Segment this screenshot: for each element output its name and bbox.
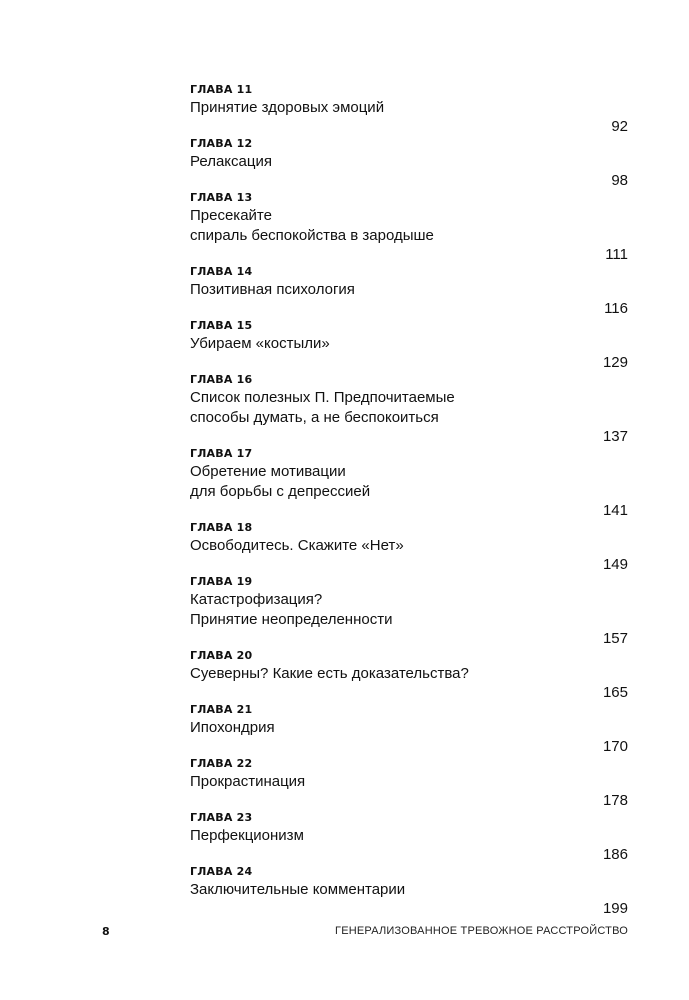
chapter-label: ГЛАВА 21 bbox=[190, 703, 253, 716]
chapter-label: ГЛАВА 17 bbox=[190, 447, 253, 460]
chapter-page-number: 129 bbox=[602, 354, 628, 371]
toc-entry bbox=[190, 575, 628, 649]
chapter-page-number: 92 bbox=[611, 118, 628, 135]
toc-entry bbox=[190, 757, 628, 811]
chapter-title-line: Убираем «костыли» bbox=[190, 335, 330, 352]
chapter-title-line: Прокрастинация bbox=[190, 773, 306, 790]
chapter-title-line: Перфекционизм bbox=[190, 827, 304, 844]
chapter-title-line: Принятие здоровых эмоций bbox=[190, 99, 385, 116]
chapter-label: ГЛАВА 22 bbox=[190, 757, 253, 770]
chapter-title-line: способы думать, а не беспокоиться bbox=[190, 409, 439, 426]
toc-entry bbox=[190, 447, 628, 521]
chapter-title bbox=[190, 536, 580, 556]
chapter-page-number: 149 bbox=[602, 556, 628, 573]
chapter-title bbox=[190, 826, 580, 846]
chapter-title-line: Освободитесь. Скажите «Нет» bbox=[190, 537, 404, 554]
chapter-label: ГЛАВА 19 bbox=[190, 575, 253, 588]
page-number: 8 bbox=[102, 925, 110, 938]
chapter-title bbox=[190, 664, 580, 684]
chapter-title-line: Пресекайте bbox=[190, 207, 272, 224]
toc-entry bbox=[190, 137, 628, 191]
toc-entry bbox=[190, 265, 628, 319]
chapter-page-number: 111 bbox=[605, 246, 628, 263]
chapter-page-number: 137 bbox=[602, 428, 628, 445]
chapter-page-number: 165 bbox=[602, 684, 628, 701]
chapter-title bbox=[190, 462, 580, 502]
chapter-title bbox=[190, 206, 580, 246]
chapter-title-line: Обретение мотивации bbox=[190, 463, 346, 480]
chapter-title bbox=[190, 718, 580, 738]
toc-entry bbox=[190, 811, 628, 865]
chapter-title-line: Ипохондрия bbox=[190, 719, 275, 736]
chapter-label: ГЛАВА 18 bbox=[190, 521, 253, 534]
chapter-title bbox=[190, 388, 580, 428]
chapter-page-number: 199 bbox=[602, 900, 628, 917]
chapter-page-number: 98 bbox=[611, 172, 628, 189]
toc-entry bbox=[190, 373, 628, 447]
chapter-label: ГЛАВА 11 bbox=[190, 83, 253, 96]
chapter-title-line: для борьбы с депрессией bbox=[190, 483, 371, 500]
chapter-page-number: 170 bbox=[602, 738, 628, 755]
chapter-title-line: спираль беспокойства в зародыше bbox=[190, 227, 434, 244]
chapter-page-number: 186 bbox=[602, 846, 628, 863]
chapter-label: ГЛАВА 24 bbox=[190, 865, 253, 878]
chapter-page-number: 116 bbox=[604, 300, 628, 317]
chapter-label: ГЛАВА 16 bbox=[190, 373, 253, 386]
toc-entry bbox=[190, 319, 628, 373]
chapter-label: ГЛАВА 14 bbox=[190, 265, 253, 278]
chapter-title bbox=[190, 280, 580, 300]
chapter-page-number: 141 bbox=[602, 502, 628, 519]
chapter-title bbox=[190, 880, 580, 900]
toc-entry bbox=[190, 649, 628, 703]
chapter-title bbox=[190, 590, 580, 630]
chapter-label: ГЛАВА 23 bbox=[190, 811, 253, 824]
toc-entry bbox=[190, 703, 628, 757]
chapter-title-line: Релаксация bbox=[190, 153, 272, 170]
chapter-label: ГЛАВА 13 bbox=[190, 191, 253, 204]
chapter-title-line: Принятие неопределенности bbox=[190, 611, 393, 628]
chapter-page-number: 178 bbox=[602, 792, 628, 809]
chapter-title-line: Позитивная психология bbox=[190, 281, 355, 298]
toc-entry bbox=[190, 865, 628, 919]
toc-entry bbox=[190, 83, 628, 137]
chapter-label: ГЛАВА 12 bbox=[190, 137, 253, 150]
chapter-title-line: Катастрофизация? bbox=[190, 591, 323, 608]
chapter-title bbox=[190, 772, 580, 792]
chapter-title bbox=[190, 334, 580, 354]
chapter-title-line: Список полезных П. Предпочитаемые bbox=[190, 389, 455, 406]
chapter-page-number: 157 bbox=[602, 630, 628, 647]
chapter-label: ГЛАВА 20 bbox=[190, 649, 253, 662]
toc-entry bbox=[190, 191, 628, 265]
running-title: ГЕНЕРАЛИЗОВАННОЕ ТРЕВОЖНОЕ РАССТРОЙСТВО bbox=[335, 925, 628, 937]
chapter-title bbox=[190, 98, 580, 118]
chapter-title-line: Суеверны? Какие есть доказательства? bbox=[190, 665, 469, 682]
chapter-title-line: Заключительные комментарии bbox=[190, 881, 406, 898]
table-of-contents bbox=[190, 83, 628, 919]
chapter-label: ГЛАВА 15 bbox=[190, 319, 253, 332]
toc-entry bbox=[190, 521, 628, 575]
chapter-title bbox=[190, 152, 580, 172]
